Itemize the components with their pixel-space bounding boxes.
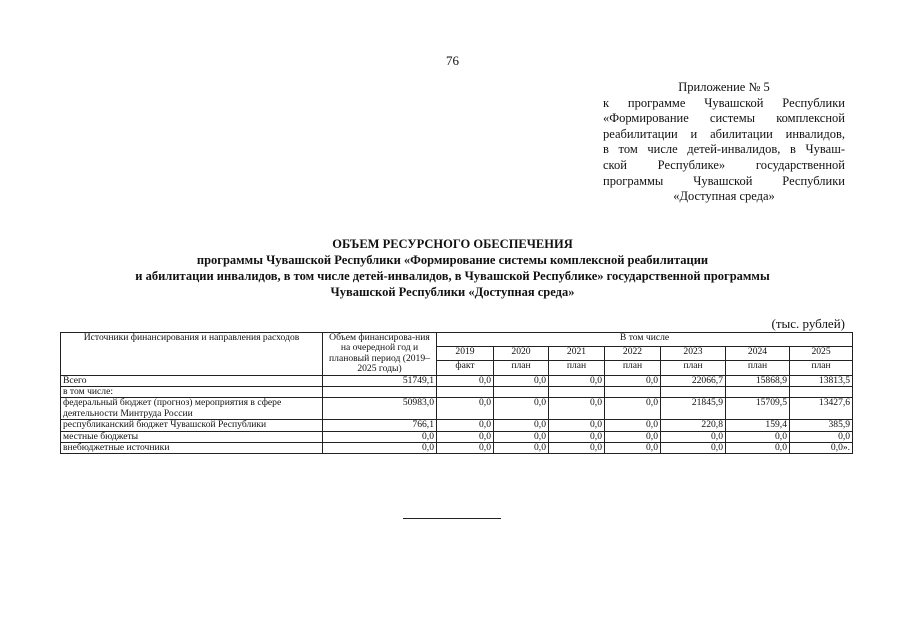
row-value xyxy=(661,387,726,398)
row-value: 15868,9 xyxy=(726,375,790,386)
header-type: план xyxy=(661,361,726,375)
header-year: 2021 xyxy=(549,347,605,361)
row-value: 22066,7 xyxy=(661,375,726,386)
row-value: 0,0». xyxy=(790,443,853,454)
header-year: 2025 xyxy=(790,347,853,361)
appendix-line: «Формирование системы комплексной xyxy=(603,111,845,126)
header-year: 2019 xyxy=(437,347,494,361)
row-value: 0,0 xyxy=(605,398,661,420)
row-value xyxy=(726,387,790,398)
row-value: 385,9 xyxy=(790,420,853,431)
header-type: план xyxy=(790,361,853,375)
table-row xyxy=(61,431,853,442)
row-label: внебюджетные источники xyxy=(61,443,323,454)
header-type: план xyxy=(549,361,605,375)
row-value: 0,0 xyxy=(494,398,549,420)
row-value: 0,0 xyxy=(494,375,549,386)
row-value: 0,0 xyxy=(790,431,853,442)
row-value: 0,0 xyxy=(549,443,605,454)
header-type: план xyxy=(494,361,549,375)
row-value: 13427,6 xyxy=(790,398,853,420)
row-total: 0,0 xyxy=(323,431,437,442)
header-type: план xyxy=(726,361,790,375)
row-value xyxy=(494,387,549,398)
row-value: 220,8 xyxy=(661,420,726,431)
units-label: (тыс. рублей) xyxy=(771,316,845,331)
row-total: 766,1 xyxy=(323,420,437,431)
appendix-line: ской Республике» государственной xyxy=(603,157,845,172)
row-label: Всего xyxy=(61,375,323,386)
row-value: 0,0 xyxy=(549,431,605,442)
header-year: 2020 xyxy=(494,347,549,361)
header-year: 2022 xyxy=(605,347,661,361)
row-value: 0,0 xyxy=(494,420,549,431)
table-row xyxy=(61,420,853,431)
row-label: местные бюджеты xyxy=(61,431,323,442)
appendix-line: к программе Чувашской Республики xyxy=(603,95,845,110)
header-sources: Источники финансирования и направления расходов xyxy=(61,333,323,376)
appendix-block xyxy=(603,80,845,205)
document-heading xyxy=(60,236,845,300)
header-volume: Объем финансирова-ния на очередной год и плановый период (2019–2025 годы) xyxy=(323,333,437,376)
row-value: 0,0 xyxy=(494,431,549,442)
heading-line: программы Чувашской Республики «Формирование системы комплексной реабилитации xyxy=(196,253,709,267)
row-value: 0,0 xyxy=(549,420,605,431)
resource-table xyxy=(60,332,853,454)
row-value: 0,0 xyxy=(661,431,726,442)
row-value: 0,0 xyxy=(437,375,494,386)
row-value: 0,0 xyxy=(437,431,494,442)
row-value: 0,0 xyxy=(437,398,494,420)
row-value: 0,0 xyxy=(726,431,790,442)
header-year: 2023 xyxy=(661,347,726,361)
row-label: в том числе: xyxy=(61,387,323,398)
row-value: 0,0 xyxy=(549,375,605,386)
appendix-line: «Доступная среда» xyxy=(673,189,775,204)
heading-title: ОБЪЕМ РЕСУРСНОГО ОБЕСПЕЧЕНИЯ xyxy=(332,237,573,251)
heading-line: и абилитации инвалидов, в том числе детей-инвалидов, в Чувашской Республике» государственной программы xyxy=(135,269,770,283)
table-row xyxy=(61,387,853,398)
row-value xyxy=(605,387,661,398)
row-value: 0,0 xyxy=(605,431,661,442)
row-total: 0,0 xyxy=(323,443,437,454)
row-total xyxy=(323,387,437,398)
row-value: 0,0 xyxy=(494,443,549,454)
row-value: 15709,5 xyxy=(726,398,790,420)
header-including: В том числе xyxy=(437,333,853,347)
row-value: 0,0 xyxy=(726,443,790,454)
appendix-line: реабилитации и абилитации инвалидов, xyxy=(603,126,845,141)
row-value: 13813,5 xyxy=(790,375,853,386)
row-total: 51749,1 xyxy=(323,375,437,386)
appendix-title: Приложение № 5 xyxy=(678,80,770,94)
row-value: 0,0 xyxy=(549,398,605,420)
row-value: 0,0 xyxy=(605,375,661,386)
row-value: 159,4 xyxy=(726,420,790,431)
row-value xyxy=(437,387,494,398)
appendix-line: в том числе детей-инвалидов, в Чуваш- xyxy=(603,142,845,157)
table-row xyxy=(61,443,853,454)
row-value: 0,0 xyxy=(605,443,661,454)
header-type: факт xyxy=(437,361,494,375)
appendix-line: программы Чувашской Республики xyxy=(603,173,845,188)
heading-line: Чувашской Республики «Доступная среда» xyxy=(330,285,575,299)
row-label: республиканский бюджет Чувашской Республики xyxy=(61,420,323,431)
row-label: федеральный бюджет (прогноз) мероприятия в сфере деятельности Минтруда России xyxy=(61,398,323,420)
row-value: 0,0 xyxy=(437,420,494,431)
row-value xyxy=(549,387,605,398)
row-value: 0,0 xyxy=(605,420,661,431)
table-row xyxy=(61,398,853,420)
row-value: 21845,9 xyxy=(661,398,726,420)
row-value: 0,0 xyxy=(437,443,494,454)
page-number: 76 xyxy=(446,53,459,68)
header-year: 2024 xyxy=(726,347,790,361)
row-value: 0,0 xyxy=(661,443,726,454)
footer-divider xyxy=(403,518,501,519)
row-total: 50983,0 xyxy=(323,398,437,420)
table-row xyxy=(61,375,853,386)
row-value xyxy=(790,387,853,398)
header-type: план xyxy=(605,361,661,375)
